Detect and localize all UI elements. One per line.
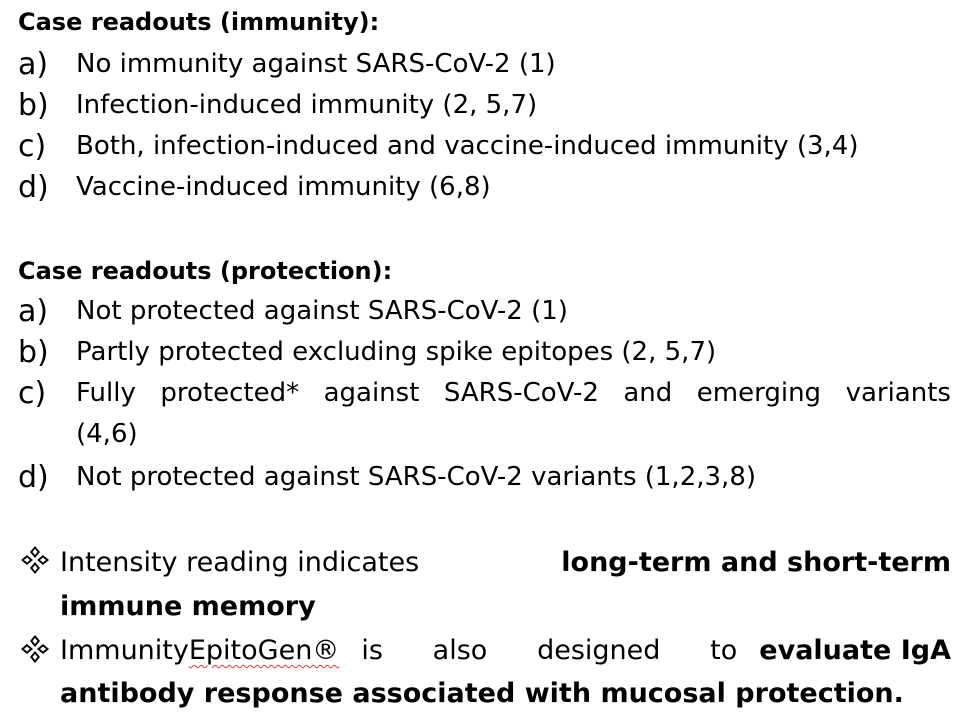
- list-marker: a): [18, 294, 49, 329]
- bullet-2-line-1: [60, 629, 951, 673]
- list-marker: c): [18, 376, 47, 411]
- list-marker: b): [18, 335, 49, 370]
- justified-word: to: [710, 635, 738, 666]
- list-marker: a): [18, 47, 49, 82]
- justified-word: SARS-CoV-2: [443, 378, 599, 408]
- bullet-2-bold-text-2: antibody response associated with mucosal protection.: [60, 678, 904, 709]
- justified-word: is: [361, 635, 383, 666]
- justified-word: designed: [537, 635, 661, 666]
- list-item-text: Vaccine-induced immunity (6,8): [76, 172, 491, 202]
- list-item-text: Not protected against SARS-CoV-2 (1): [76, 296, 568, 326]
- four-diamond-icon: [20, 634, 50, 664]
- bullet-2-plain-text-a: Immunity: [60, 635, 189, 666]
- justified-word: also: [432, 635, 488, 666]
- four-diamond-icon: [20, 545, 50, 575]
- justified-word: and: [623, 378, 673, 408]
- list-marker: d): [18, 460, 49, 495]
- list-item-text: Partly protected excluding spike epitopes (2, 5,7): [76, 337, 717, 367]
- brand-name: EpitoGen®: [188, 635, 340, 666]
- justified-word: protected*: [160, 378, 300, 408]
- bullet-2-bold-text: evaluate IgA: [759, 635, 951, 666]
- bullet-1-line-2: [60, 585, 951, 629]
- justified-word: emerging: [696, 378, 822, 408]
- bullet-1-bold-text-2: immune memory: [60, 591, 316, 622]
- bullet-2-plain-text-b: [361, 629, 737, 673]
- bullet-1-line-1: [60, 541, 951, 585]
- justified-word: Fully: [76, 378, 136, 408]
- bullet-2-line-2: [60, 672, 951, 716]
- justified-word: variants: [845, 378, 951, 408]
- bullet-1-bold-text: long-term and short-term: [561, 547, 951, 578]
- list-item-text: Infection-induced immunity (2, 5,7): [76, 90, 538, 120]
- list-item-text: Both, infection-induced and vaccine-induced immunity (3,4): [76, 131, 859, 161]
- list-item-text: Not protected against SARS-CoV-2 variants (1,2,3,8): [76, 462, 756, 492]
- protection-item-c-continuation: (4,6): [76, 419, 138, 449]
- list-item-text: No immunity against SARS-CoV-2 (1): [76, 49, 556, 79]
- list-marker: d): [18, 170, 49, 205]
- immunity-heading: Case readouts (immunity):: [18, 8, 380, 36]
- bullet-1-plain-text: Intensity reading indicates: [60, 547, 420, 578]
- justified-word: against: [323, 378, 420, 408]
- list-marker: b): [18, 88, 49, 123]
- list-item-text: [76, 373, 951, 414]
- list-marker: c): [18, 129, 47, 164]
- protection-heading: Case readouts (protection):: [18, 257, 393, 285]
